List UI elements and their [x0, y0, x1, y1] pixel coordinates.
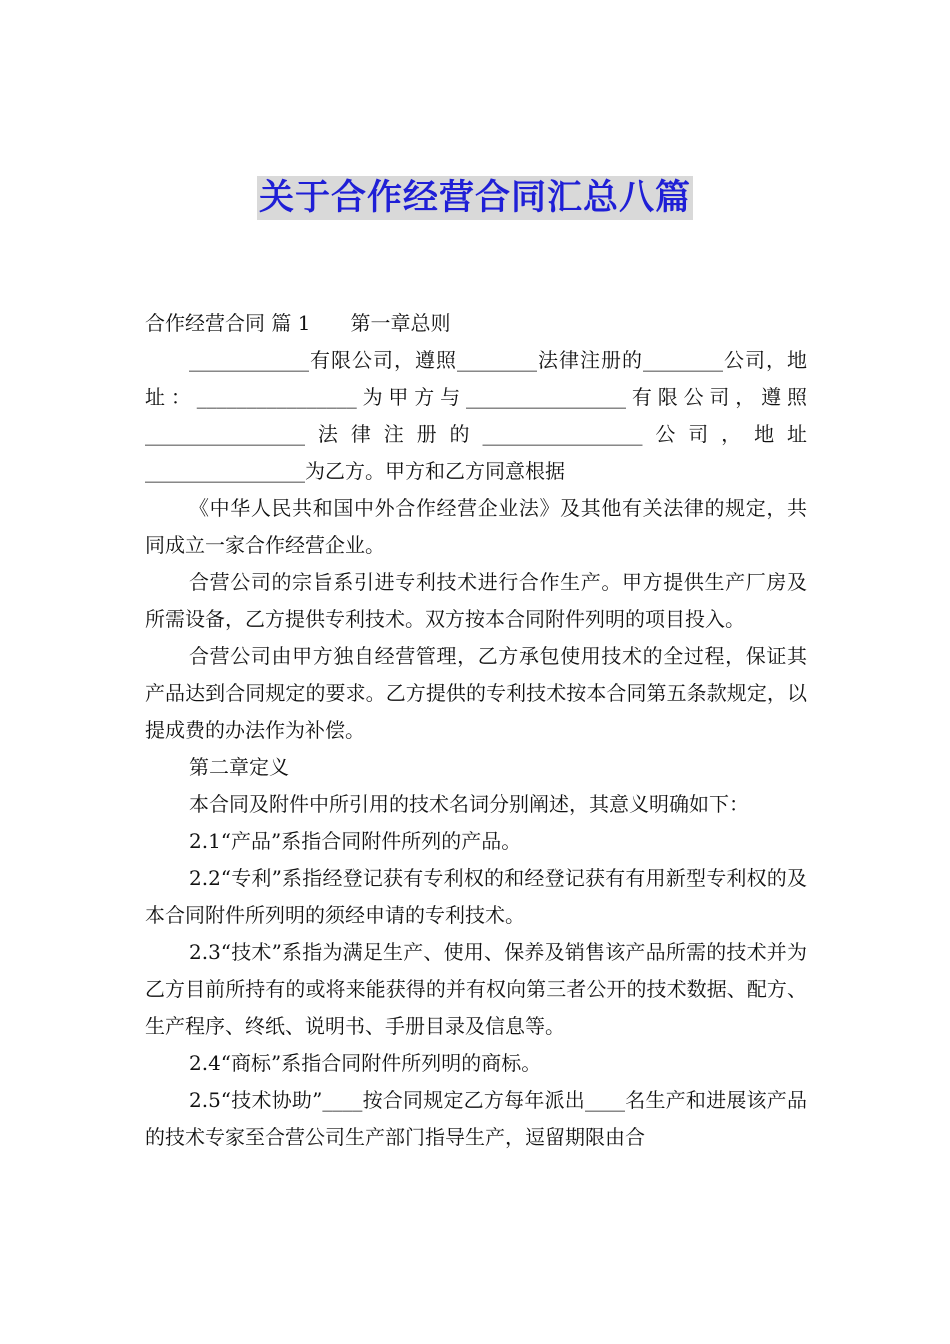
- part-label: 合作经营合同 篇 1: [145, 311, 311, 335]
- chapter-heading: 第二章定义: [189, 755, 289, 779]
- document-body: [145, 305, 807, 1156]
- paragraph: ____________有限公司，遵照________法律注册的________公司，地址：________________为甲方与________________有限公司，遵照________________法律注册的________________公司，地址________________为乙方。甲方和乙方同意根据: [145, 348, 807, 483]
- first-line: [145, 305, 807, 342]
- definition-item: 2.4“商标”系指合同附件所列明的商标。: [189, 1051, 542, 1075]
- document-title: 关于合作经营合同汇总八篇: [258, 178, 691, 218]
- definition-item: 2.5“技术协助”____按合同规定乙方每年派出____名生产和进展该产品的技术专家至合营公司生产部门指导生产，逗留期限由合: [145, 1088, 807, 1149]
- title-area: [0, 176, 950, 220]
- definition-item: 2.3“技术”系指为满足生产、使用、保养及销售该产品所需的技术并为乙方目前所持有的或将来能获得的并有权向第三者公开的技术数据、配方、生产程序、终纸、说明书、手册目录及信息等。: [145, 940, 807, 1038]
- definition-item: 2.1“产品”系指合同附件所列的产品。: [189, 829, 522, 853]
- chapter-heading: 第一章总则: [350, 311, 451, 335]
- definition-item: 2.2“专利”系指经登记获有专利权的和经登记获有有用新型专利权的及本合同附件所列明的须经申请的专利技术。: [145, 866, 807, 927]
- paragraph: 《中华人民共和国中外合作经营企业法》及其他有关法律的规定，共同成立一家合作经营企业。: [145, 496, 807, 557]
- paragraph: 合营公司由甲方独自经营管理，乙方承包使用技术的全过程，保证其产品达到合同规定的要求。乙方提供的专利技术按本合同第五条款规定，以提成费的办法作为补偿。: [145, 644, 807, 742]
- paragraph: 本合同及附件中所引用的技术名词分别阐述，其意义明确如下：: [189, 792, 749, 816]
- paragraph: 合营公司的宗旨系引进专利技术进行合作生产。甲方提供生产厂房及所需设备，乙方提供专利技术。双方按本合同附件列明的项目投入。: [145, 570, 807, 631]
